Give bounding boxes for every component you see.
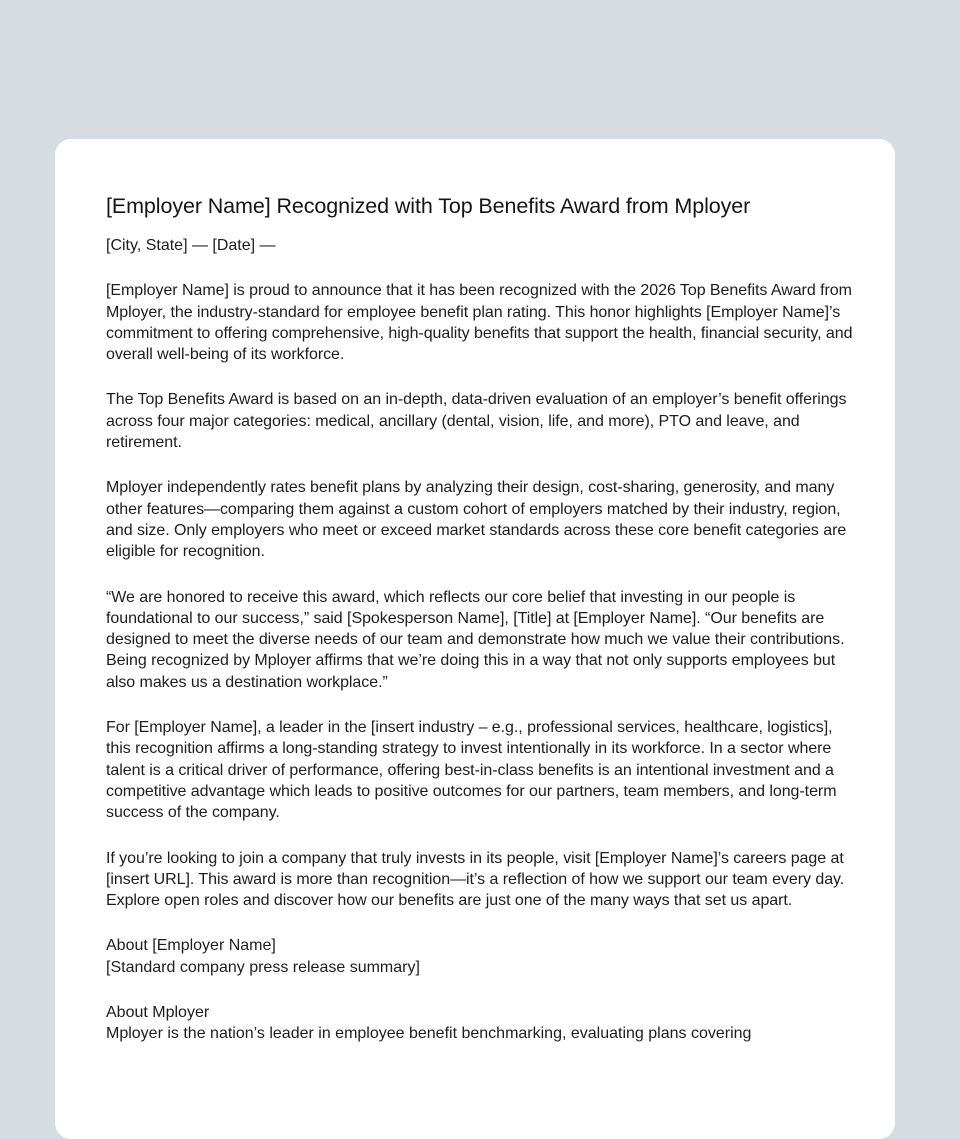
paragraph-methodology: Mployer independently rates benefit plans by analyzing their design, cost-sharing, generosity, and many other features—comparing them against a custom cohort of employers matched by their industry, region, and size. Only employers who meet or exceed market standards across these core benefit categories are eligible for recognition. [106, 479, 847, 561]
press-release-card [55, 139, 895, 1139]
about-employer-body: [Standard company press release summary] [106, 958, 420, 976]
paragraph-careers: If you’re looking to join a company that truly invests in its people, visit [Employer Name]’s careers page at [insert URL]. This award is more than recognition—it’s a reflection of how we support our team every day. Explore open roles and discover how our benefits are just one of the many ways that set us apart. [106, 849, 845, 910]
about-employer-section [106, 935, 857, 978]
paragraph-quote: “We are honored to receive this award, which reflects our core belief that investing in our people is foundational to our success,” said [Spokesperson Name], [Title] at [Employer Name]. “Our benefits are designed to meet the diverse needs of our team and demonstrate how much we value their contributions. Being recognized by Mployer affirms that we’re doing this in a way that not only supports employees but also makes us a destination workplace.” [106, 588, 845, 691]
about-employer-heading: About [Employer Name] [106, 937, 276, 955]
paragraph-announcement: [Employer Name] is proud to announce that it has been recognized with the 2026 Top Benefits Award from Mployer, the industry-standard for employee benefit plan rating. This honor highlights [Employer Name]’s commitment to offering comprehensive, high-quality benefits that support the health, financial security, and overall well-being of its workforce. [106, 282, 853, 364]
about-mployer-heading: About Mployer [106, 1004, 210, 1022]
about-mployer-section [106, 1002, 857, 1045]
dateline: [City, State] — [Date] — [106, 237, 276, 254]
paragraph-industry: For [Employer Name], a leader in the [insert industry – e.g., professional services, healthcare, logistics], this recognition affirms a long-standing strategy to invest intentionally in its workforce. In a sector where talent is a critical driver of performance, offering best-in-class benefits is an intentional investment and a competitive advantage which leads to positive outcomes for our partners, team members, and long-term success of the company. [106, 719, 837, 822]
paragraph-award-basis: The Top Benefits Award is based on an in-depth, data-driven evaluation of an employer’s benefit offerings across four major categories: medical, ancillary (dental, vision, life, and more), PTO and leave, and retirement. [106, 391, 847, 452]
press-release-title: [Employer Name] Recognized with Top Benefits Award from Mployer [106, 194, 751, 218]
about-mployer-body: Mployer is the nation’s leader in employee benefit benchmarking, evaluating plans covering [106, 1025, 752, 1043]
